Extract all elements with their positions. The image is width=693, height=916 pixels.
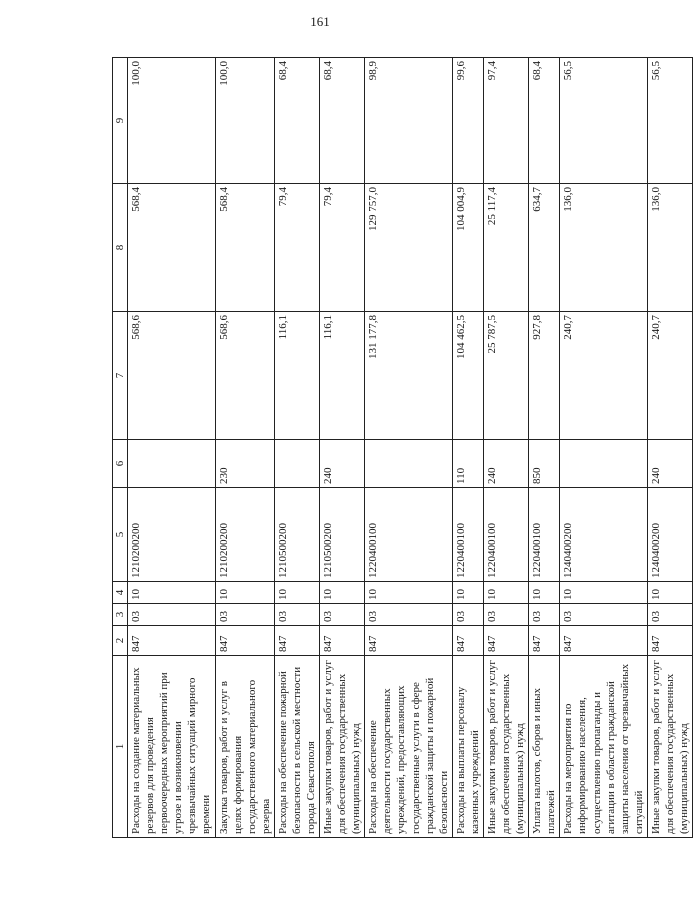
section-code: 03 xyxy=(529,604,560,626)
expense-description: Иные закупки товаров, работ и услуг для обеспечения государственных (муниципальных) нужд xyxy=(320,656,365,838)
expense-type-code: 110 xyxy=(452,440,483,488)
section-code: 03 xyxy=(365,604,452,626)
section-code: 03 xyxy=(647,604,692,626)
target-article-code: 1240400200 xyxy=(647,488,692,582)
table-row xyxy=(647,58,692,838)
budget-table xyxy=(112,57,693,838)
table-row xyxy=(560,58,647,838)
execution-percent: 56,5 xyxy=(647,58,692,184)
header-col-1: 1 xyxy=(113,656,128,838)
execution-percent: 100,0 xyxy=(128,58,215,184)
subsection-code: 10 xyxy=(560,582,647,604)
table-row xyxy=(365,58,452,838)
actual-amount: 568,4 xyxy=(215,184,274,312)
table-row xyxy=(452,58,483,838)
actual-amount: 136,0 xyxy=(647,184,692,312)
execution-percent: 98,9 xyxy=(365,58,452,184)
subsection-code: 10 xyxy=(320,582,365,604)
section-code: 03 xyxy=(274,604,319,626)
header-col-5: 5 xyxy=(113,488,128,582)
actual-amount: 25 117,4 xyxy=(483,184,528,312)
expense-type-code: 850 xyxy=(529,440,560,488)
ministry-code: 847 xyxy=(483,626,528,656)
execution-percent: 97,4 xyxy=(483,58,528,184)
table-row xyxy=(529,58,560,838)
ministry-code: 847 xyxy=(274,626,319,656)
section-code: 03 xyxy=(560,604,647,626)
expense-description: Расходы на создание материальных резервов для проведения первоочередных мероприятий при угрозе и возникновении чрезвычайных ситуаций мирного времени xyxy=(128,656,215,838)
execution-percent: 68,4 xyxy=(320,58,365,184)
subsection-code: 10 xyxy=(128,582,215,604)
planned-amount: 240,7 xyxy=(560,312,647,440)
target-article-code: 1210200200 xyxy=(215,488,274,582)
planned-amount: 240,7 xyxy=(647,312,692,440)
ministry-code: 847 xyxy=(128,626,215,656)
subsection-code: 10 xyxy=(647,582,692,604)
table-row xyxy=(483,58,528,838)
header-col-8: 8 xyxy=(113,184,128,312)
expense-description: Расходы на обеспечение деятельности государственных учреждений, предоставляющих государственные услуги в сфере гражданской защиты и пожарной безопасности xyxy=(365,656,452,838)
expense-type-code: 240 xyxy=(483,440,528,488)
header-col-4: 4 xyxy=(113,582,128,604)
expense-type-code: 240 xyxy=(647,440,692,488)
table-header-row xyxy=(113,58,128,838)
header-col-3: 3 xyxy=(113,604,128,626)
ministry-code: 847 xyxy=(647,626,692,656)
planned-amount: 116,1 xyxy=(320,312,365,440)
header-col-2: 2 xyxy=(113,626,128,656)
ministry-code: 847 xyxy=(320,626,365,656)
target-article-code: 1220400100 xyxy=(529,488,560,582)
section-code: 03 xyxy=(128,604,215,626)
planned-amount: 25 787,5 xyxy=(483,312,528,440)
actual-amount: 568,4 xyxy=(128,184,215,312)
target-article-code: 1210500200 xyxy=(274,488,319,582)
subsection-code: 10 xyxy=(483,582,528,604)
expense-type-code xyxy=(365,440,452,488)
subsection-code: 10 xyxy=(274,582,319,604)
target-article-code: 1220400100 xyxy=(483,488,528,582)
expense-type-code xyxy=(128,440,215,488)
expense-type-code xyxy=(560,440,647,488)
expense-description: Расходы на мероприятия по информированию населения, осуществлению пропаганды и агитации в области гражданской защиты населения от чрезвычайных ситуаций xyxy=(560,656,647,838)
expense-type-code: 230 xyxy=(215,440,274,488)
expense-description: Иные закупки товаров, работ и услуг для обеспечения государственных (муниципальных) нужд xyxy=(483,656,528,838)
planned-amount: 568,6 xyxy=(215,312,274,440)
execution-percent: 68,4 xyxy=(274,58,319,184)
subsection-code: 10 xyxy=(365,582,452,604)
actual-amount: 136,0 xyxy=(560,184,647,312)
subsection-code: 10 xyxy=(215,582,274,604)
expense-type-code: 240 xyxy=(320,440,365,488)
planned-amount: 131 177,8 xyxy=(365,312,452,440)
table-row xyxy=(128,58,215,838)
actual-amount: 79,4 xyxy=(274,184,319,312)
header-col-9: 9 xyxy=(113,58,128,184)
actual-amount: 634,7 xyxy=(529,184,560,312)
ministry-code: 847 xyxy=(452,626,483,656)
section-code: 03 xyxy=(320,604,365,626)
table-row xyxy=(274,58,319,838)
expense-description: Закупка товаров, работ и услуг в целях формирования государственного материального резерва xyxy=(215,656,274,838)
actual-amount: 129 757,0 xyxy=(365,184,452,312)
actual-amount: 79,4 xyxy=(320,184,365,312)
planned-amount: 927,8 xyxy=(529,312,560,440)
expense-description: Расходы на обеспечение пожарной безопасности в сельской местности города Севастополя xyxy=(274,656,319,838)
subsection-code: 10 xyxy=(452,582,483,604)
execution-percent: 56,5 xyxy=(560,58,647,184)
table-row xyxy=(320,58,365,838)
table-row xyxy=(215,58,274,838)
subsection-code: 10 xyxy=(529,582,560,604)
ministry-code: 847 xyxy=(215,626,274,656)
expense-description: Расходы на выплаты персоналу казенных учреждений xyxy=(452,656,483,838)
header-col-7: 7 xyxy=(113,312,128,440)
execution-percent: 68,4 xyxy=(529,58,560,184)
expense-description: Уплата налогов, сборов и иных платежей xyxy=(529,656,560,838)
ministry-code: 847 xyxy=(529,626,560,656)
header-col-6: 6 xyxy=(113,440,128,488)
planned-amount: 568,6 xyxy=(128,312,215,440)
actual-amount: 104 004,9 xyxy=(452,184,483,312)
section-code: 03 xyxy=(215,604,274,626)
expense-type-code xyxy=(274,440,319,488)
execution-percent: 99,6 xyxy=(452,58,483,184)
ministry-code: 847 xyxy=(560,626,647,656)
execution-percent: 100,0 xyxy=(215,58,274,184)
planned-amount: 116,1 xyxy=(274,312,319,440)
page-number: 161 xyxy=(310,14,330,29)
section-code: 03 xyxy=(483,604,528,626)
ministry-code: 847 xyxy=(365,626,452,656)
target-article-code: 1210500200 xyxy=(320,488,365,582)
expense-description: Иные закупки товаров, работ и услуг для обеспечения государственных (муниципальных) нужд xyxy=(647,656,692,838)
target-article-code: 1220400100 xyxy=(452,488,483,582)
planned-amount: 104 462,5 xyxy=(452,312,483,440)
rotated-table-container xyxy=(112,58,690,838)
target-article-code: 1210200200 xyxy=(128,488,215,582)
target-article-code: 1240400200 xyxy=(560,488,647,582)
section-code: 03 xyxy=(452,604,483,626)
target-article-code: 1220400100 xyxy=(365,488,452,582)
